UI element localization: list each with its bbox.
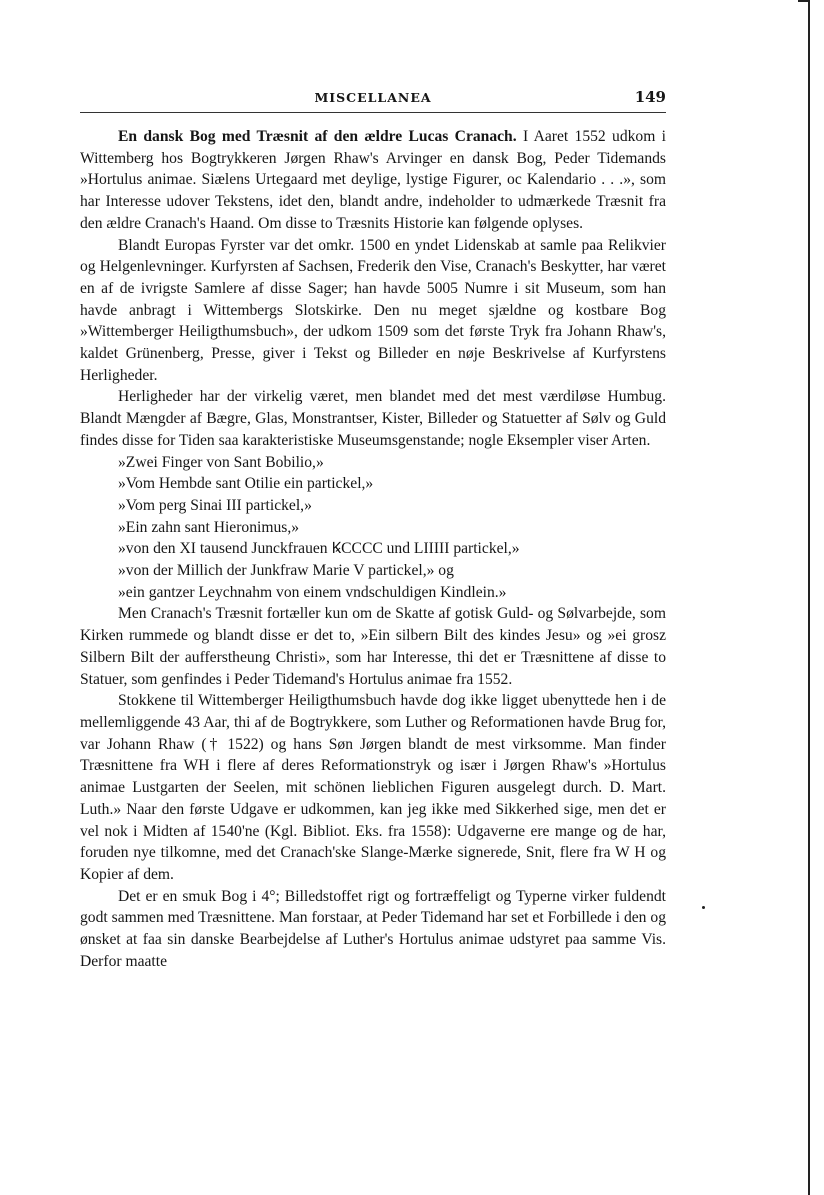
running-title: MISCELLANEA xyxy=(314,90,432,105)
paragraph-1 xyxy=(80,126,666,235)
page-number: 149 xyxy=(634,88,666,106)
paragraph-5: Stokkene til Wittemberger Heiligthumsbuch havde dog ikke ligget ubenyttede hen i de mellemliggende 43 Aar, thi af de Bogtrykkere, som Luther og Reformationen havde Brug for, var Johann Rhaw († 1522) og hans Søn Jørgen blandt de mest virksomme. Man finder Træsnittene fra WH i flere af deres Reformationstryk og især i Jørgen Rhaw's »Hortulus animae Lustgarten der Seelen, mit schönen lieblichen Figuren ausgelegt durch. D. Mart. Luth.» Naar den første Udgave er udkommen, kan jeg ikke med Sikkerhed sige, men det er vel nok i Midten af 1540'ne (Kgl. Bibliot. Eks. fra 1558): Udgaverne ere mange og de har, foruden nye tilkomne, med det Cranach'ske Slange-Mærke signerede, Snit, flere fra W H og Kopier af dem. xyxy=(80,692,666,883)
article-heading: En dansk Bog med Træsnit af den ældre Lucas Cranach. xyxy=(118,128,517,145)
quote-line: »von den XI tausend Junckfrauen ꝂCCCC und LIIIII partickel,» xyxy=(118,540,520,558)
quote-line: »ein gantzer Leychnahm von einem vndschuldigen Kindlein.» xyxy=(118,583,507,601)
quote-line: »Vom perg Sinai III partickel,» xyxy=(118,496,312,514)
paragraph-4: Men Cranach's Træsnit fortæller kun om de Skatte af gotisk Guld- og Sølvarbejde, som Kirken rummede og blandt disse er det to, »Ein silbern Bilt des kindes Jesu» og »ei grosz Silbern Bilt der aufferstheung Christi», som har Interesse, thi det er Træsnittene af disse to Statuer, som genfindes i Peder Tidemand's Hortulus animae fra 1552. xyxy=(80,605,666,688)
quote-line: »Ein zahn sant Hieronimus,» xyxy=(118,518,300,536)
body-text xyxy=(80,126,666,972)
page-edge-corner xyxy=(798,0,810,2)
quote-line: »von der Millich der Junkfraw Marie V partickel,» og xyxy=(118,562,454,580)
quote-line: »Zwei Finger von Sant Bobilio,» xyxy=(118,453,324,471)
paragraph-2: Blandt Europas Fyrster var det omkr. 1500 en yndet Lidenskab at samle paa Relikvier og Helgenlevninger. Kurfyrsten af Sachsen, Frederik den Vise, Cranach's Beskytter, har været en af de ivrigste Samlere af disse Sager; han havde 5005 Numre i sit Museum, som han havde anbragt i Wittembergs Slotskirke. Den nu meget sjældne og kostbare Bog »Wittemberger Heiligthumsbuch», der udkom 1509 som det første Tryk fra Johann Rhaw's, kaldet Grünenberg, Presse, giver i Tekst og Billeder en nøje Beskrivelse af Kurfyrstens Herligheder. xyxy=(80,236,666,384)
print-speck xyxy=(702,906,705,909)
paragraph-1-text: I Aaret 1552 udkom i Wittemberg hos Bogtrykkeren Jørgen Rhaw's Arvinger en dansk Bog, Peder Tidemands »Hortulus animae. Siælens Urtegaard met deylige, lystige Figurer, oc Kalendario . . .», som har Interesse udover Tekstens, idet den, blandt andre, indeholder to udmærkede Træsnit fra den ældre Cranach's Haand. Om disse to Træsnits Historie kan følgende oplyses. xyxy=(80,128,666,232)
quote-line: »Vom Hembde sant Otilie ein partickel,» xyxy=(118,475,374,493)
paragraph-3: Herligheder har der virkelig været, men blandet med det mest værdiløse Humbug. Blandt Mængder af Bægre, Glas, Monstrantser, Kister, Billeder og Statuetter af Sølv og Guld findes disse for Tiden saa karakteristiske Museumsgenstande; nogle Eksempler viser Arten. xyxy=(80,388,666,449)
header-rule xyxy=(80,112,666,113)
paragraph-6: Det er en smuk Bog i 4°; Billedstoffet rigt og fortræffeligt og Typerne virker fuldendt godt sammen med Træsnittene. Man forstaar, at Peder Tidemand har set et Forbillede i den og ønsket at faa sin danske Bearbejdelse af Luther's Hortulus animae udstyret paa samme Vis. Derfor maatte xyxy=(80,887,666,970)
page-edge-line xyxy=(808,0,810,1195)
page-header xyxy=(80,88,666,110)
